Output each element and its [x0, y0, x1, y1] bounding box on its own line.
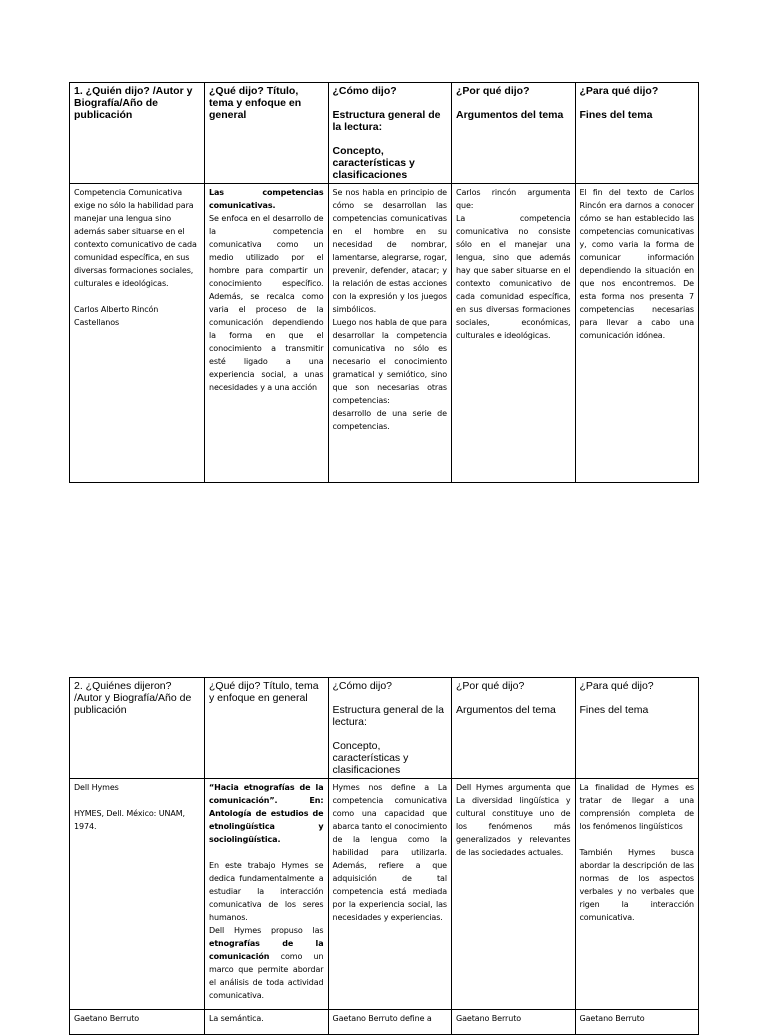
table-row — [70, 1010, 699, 1035]
cell-what-for — [575, 1010, 699, 1035]
why-argument: La competencia comunicativa no consiste sólo en el manejar una lengua, sino que además hay que saber situarse en el contexto comunicativo de cada comunidad específica, en sus diversas formaciones sociales, económicas, culturales e ideológicas. — [456, 214, 571, 340]
header-who-text: 2. ¿Quiénes dijeron? /Autor y Biografía/Año de publicación — [74, 680, 192, 716]
what-for-paragraph-1: La finalidad de Hymes es tratar de llegar a una comprensión completa de los fenómenos lingüísticos — [579, 783, 694, 831]
cell-who — [70, 184, 205, 483]
header-who-text: 1. ¿Quién dijo? /Autor y Biografía/Año de publicación — [74, 85, 193, 121]
what-title: Las competencias comunicativas. — [209, 188, 324, 210]
header-cell-what — [205, 678, 329, 779]
header-how-concept: Concepto, características y clasificaciones — [332, 145, 415, 181]
header-cell-why — [452, 83, 576, 184]
header-why-question: ¿Por qué dijo? — [456, 85, 530, 97]
what-p2-end: como un marco que permite abordar el análisis de toda actividad comunicativa. — [209, 952, 324, 1000]
reading-analysis-table-2 — [69, 677, 699, 1035]
header-cell-how — [328, 678, 452, 779]
cell-how — [328, 184, 452, 483]
what-title: “Hacia etnografías de la comunicación”. En: Antología de estudios de etnolingüística y sociolingüística. — [209, 783, 324, 844]
header-why-question: ¿Por qué dijo? — [456, 680, 525, 692]
who-author: Carlos Alberto Rincón Castellanos — [74, 305, 159, 327]
what-p2-term: etnografías de la comunicación — [209, 939, 324, 961]
why-text: Dell Hymes argumenta que La diversidad lingüística y cultural constituye uno de los fenómenos más generalizados y relevantes de las sociedades actuales. — [456, 783, 571, 857]
who-description: Competencia Comunicativa exige no sólo la habilidad para manejar una lengua sino además saber situarse en el contexto comunicativo de cada comunidad específica, en sus diversas formaciones sociales, culturales e ideológicas. — [74, 188, 197, 288]
cell-what — [205, 184, 329, 483]
header-why-arguments: Argumentos del tema — [456, 704, 556, 716]
what-paragraph-2 — [209, 924, 324, 1002]
header-what-text: ¿Qué dijo? Título, tema y enfoque en general — [209, 680, 319, 704]
table-row — [70, 184, 699, 483]
header-why-arguments: Argumentos del tema — [456, 109, 564, 121]
header-cell-why — [452, 678, 576, 779]
row2-what: La semántica. — [209, 1014, 264, 1023]
header-what-for-aims: Fines del tema — [579, 109, 653, 121]
reading-analysis-table-1 — [69, 82, 699, 483]
what-summary: Se enfoca en el desarrollo de la competencia comunicativa como un medio utilizado por el hombre para compartir un conocimiento específico. Además, se recalca como varia el proceso de la comunicación dependiendo la forma en que el conocimiento a transmitir esté ligado a una experiencia social, a unas necesidades y a una acción — [209, 214, 324, 392]
cell-what-for — [575, 779, 699, 1010]
header-how-structure: Estructura general de la lectura: — [332, 704, 444, 728]
what-for-text: El fin del texto de Carlos Rincón era darnos a conocer cómo se han establecido las competencias comunicativas y, como varia la forma de comunicar información dependiendo la situación en que nos encontremos. De esta forma nos presenta 7 competencias necesarias para llevar a cabo una comunicación idónea. — [579, 188, 694, 340]
cell-what — [205, 779, 329, 1010]
header-how-question: ¿Cómo dijo? — [332, 680, 393, 692]
header-cell-how — [328, 83, 452, 184]
header-how-concept: Concepto, características y clasificaciones — [332, 740, 409, 776]
how-paragraph-1: Se nos habla en principio de cómo se desarrollan las competencias comunicativas en el hombre en su necesidad de nombrar, lamentarse, alegrarse, rogar, prevenir, defender, atacar; y la relación de estas acciones con la expresión y los juegos simbólicos. — [332, 188, 447, 314]
header-cell-what-for — [575, 83, 699, 184]
why-intro: Carlos rincón argumenta que: — [456, 188, 571, 210]
what-for-paragraph-2: También Hymes busca abordar la descripción de las normas de los aspectos verbales y no verbales que rigen la interacción comunicativa. — [579, 848, 694, 922]
header-how-question: ¿Cómo dijo? — [332, 85, 397, 97]
what-p2-start: Dell Hymes propuso las — [209, 926, 324, 935]
cell-what-for — [575, 184, 699, 483]
header-what-text: ¿Qué dijo? Título, tema y enfoque en general — [209, 85, 302, 121]
cell-what — [205, 1010, 329, 1035]
row2-why: Gaetano Berruto — [456, 1014, 522, 1023]
header-what-for-aims: Fines del tema — [579, 704, 649, 716]
who-reference: HYMES, Dell. México: UNAM, 1974. — [74, 809, 185, 831]
header-how-structure: Estructura general de la lectura: — [332, 109, 441, 133]
cell-how — [328, 1010, 452, 1035]
table-row — [70, 779, 699, 1010]
header-cell-what-for — [575, 678, 699, 779]
cell-who — [70, 779, 205, 1010]
how-paragraph-2: Luego nos habla de que para desarrollar la competencia comunicativa no sólo es necesario el conocimiento gramatical y semiótico, sino que son necesarias otras competencias: — [332, 318, 447, 405]
header-cell-what — [205, 83, 329, 184]
how-text: Hymes nos define a La competencia comunicativa como una capacidad que abarca tanto el conocimiento de la lengua como la habilidad para utilizarla. Además, refiere a que adquisición de tal competencia está mediada por la experiencia social, las necesidades y experiencias. — [332, 783, 447, 922]
cell-how — [328, 779, 452, 1010]
table-header-row — [70, 678, 699, 779]
header-what-for-question: ¿Para qué dijo? — [579, 680, 654, 692]
row2-who: Gaetano Berruto — [74, 1014, 140, 1023]
cell-why — [452, 779, 576, 1010]
cell-why — [452, 184, 576, 483]
header-what-for-question: ¿Para qué dijo? — [579, 85, 659, 97]
header-cell-who — [70, 678, 205, 779]
cell-why — [452, 1010, 576, 1035]
what-paragraph-1: En este trabajo Hymes se dedica fundamentalmente a estudiar la interacción comunicativa de los seres humanos. — [209, 861, 324, 922]
row2-how: Gaetano Berruto define a — [332, 1014, 432, 1023]
how-paragraph-3: desarrollo de una serie de competencias. — [332, 409, 447, 431]
cell-who — [70, 1010, 205, 1035]
row2-what-for: Gaetano Berruto — [579, 1014, 645, 1023]
who-name: Dell Hymes — [74, 783, 119, 792]
header-cell-who — [70, 83, 205, 184]
table-header-row — [70, 83, 699, 184]
